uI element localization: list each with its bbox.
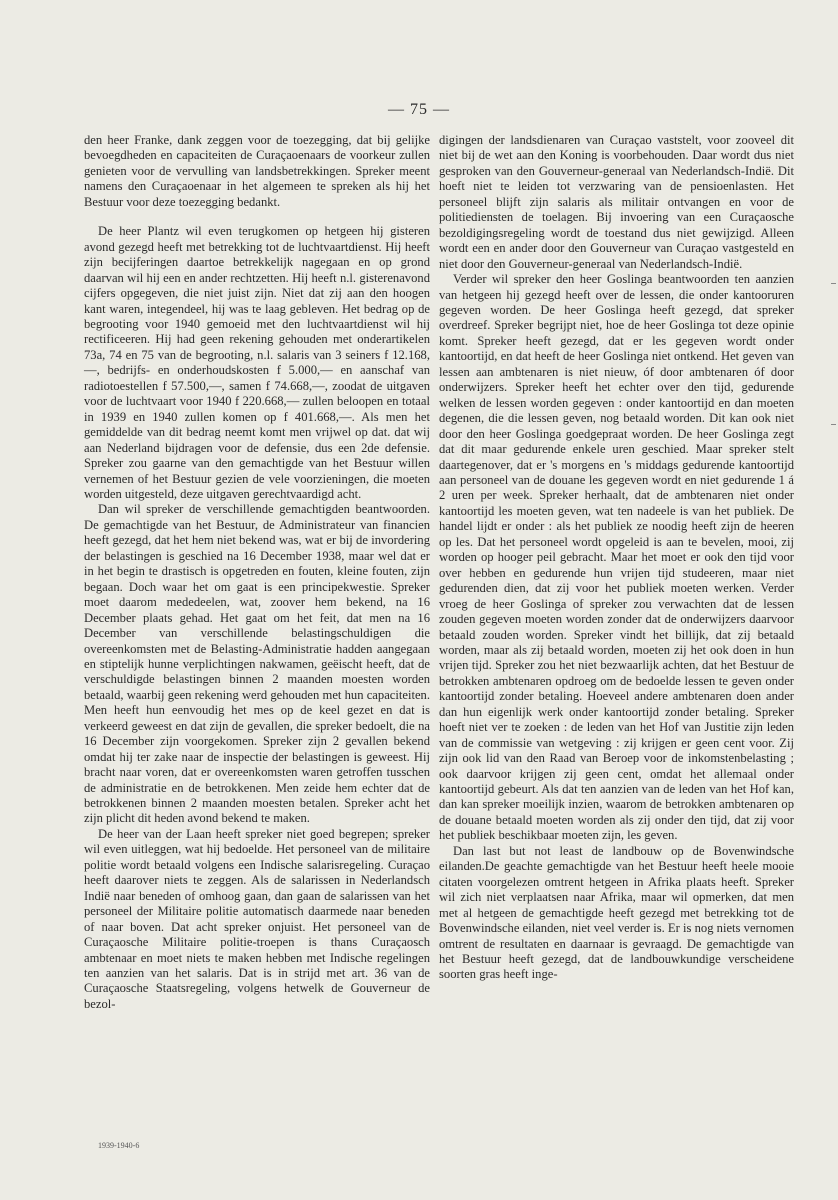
paragraph: De heer van der Laan heeft spreker niet goed begrepen; spreker wil even uitleggen, wat hij bedoelde. Het personeel van de militaire politie wordt betaald volgens een Indische salarisregeling. Curaçao heeft daarover niets te zeggen. Als de salarissen in Nederlandsch Indië naar beneden of omhoog gaan, dan gaan de salarissen van het personeel der Militaire politie automatisch daarmede naar beneden of naar boven. Dat acht spreker onjuist. Het personeel van de Curaçaosche Militaire politie-troepen is thans Curaçaosch ambtenaar en moet niets te maken hebben met Indische regelingen ten aanzien van het salaris. Dat is in strijd met art. 36 van de Curaçaosche Staatsregeling, volgens hetwelk de Gouverneur de bezol- <box>84 826 430 1011</box>
paragraph: Verder wil spreker den heer Goslinga beantwoorden ten aanzien van hetgeen hij gezegd heeft over de lessen, die onder kantooruren gegeven worden. De heer Goslinga heeft gezegd, dat spreker overdreef. Spreker begrijpt niet, hoe de heer Goslinga tot deze opinie komt. Spreker heeft gezegd, dat er les gegeven wordt onder kantoortijd, en dat heeft de heer Goslinga niet ontkend. Het geven van lessen aan ambtenaren is niet nieuw, óf door ambtenaren óf door onderwijzers. Spreker heeft het echter over den tijd, gedurende welken de lessen worden gegeven : onder kantoortijd en dan moeten degenen, die die lessen geven, nog betaald worden. Dit kan ook niet door den heer Goslinga goedgepraat worden. De heer Goslinga zegt dat dit maar gedurende enkele uren geschied. Maar spreker stelt daartegenover, dat er 's morgens en 's middags gedurende kantoortijd aan personeel van de douane les gegeven wordt en niet gedurende 1 á 2 uren per week. Spreker herhaalt, dat de ambtenaren niet onder kantoortijd les moeten geven, wat ten nadeele is van het publiek. De handel lijdt er onder : als het publiek ze noodig heeft zijn de heeren op les. Dat het personeel wordt opgeleid is aan te bevelen, mooi, zij worden op hooger peil gebracht. Maar het moet er ook den tijd voor over hebben en gedurende hun vrijen tijd studeeren, maar niet gedurenden dien, dat zij voor het publiek moeten werken. Verder vroeg de heer Goslinga of spreker zou verwachten dat de lessen zouden gegeven moeten worden zonder dat de onderwijzers daarvoor betaald zouden worden. Spreker vindt het billijk, dat zij betaald worden, maar als zij betaald worden, moeten zij het ook doen in hun vrijen tijd. Spreker zou het niet bezwaarlijk achten, dat het Bestuur de betrokken ambtenaren opdroeg om de bedoelde lessen te geven onder kantoortijd zonder betaling. Hoeveel andere ambtenaren doen ander dan hun eigenlijk werk onder kantoortijd zonder betaling. Spreker hoeft niet ver te zoeken : de leden van het Hof van Justitie zijn leden van de commissie van wetgeving : zij krijgen er geen cent voor. Zij zijn ook lid van den Raad van Beroep voor de inkomstenbelasting ; ook daarvoor krijgen zij geen cent, omdat het allemaal onder kantoortijd gebeurt. Als dat ten aanzien van de leden van het Hof kan, dan kan spreker moeilijk inzien, waarom de betrokken ambtenaren op de douane betaald moeten worden als zij onder den tijd, dat zij voor het publiek beschikbaar moeten zijn, les geven. <box>439 272 794 843</box>
left-column <box>84 133 430 1012</box>
paragraph: Dan wil spreker de verschillende gemachtigden beantwoorden. De gemachtigde van het Bestuur, de Administrateur van financien heeft gezegd, dat het hem niet bekend was, wat er bij de invordering der belastingen is geschied na 16 December 1938, maar wel dat er in het begin te drastisch is opgetreden en fouten, kleine fouten, zijn begaan. Doch waar het om gaat is een principekwestie. Spreker moet daarom mededeelen, wat, zoover hem bekend, na 16 December plaats gehad. Het gaat om het feit, dat men na 16 December van verschillende belastingschuldigen die overeenkomsten met de Belasting-Administratie hadden aangegaan en stiptelijk hunne verplichtingen nakwamen, geëischt heeft, dat de verschuldigde belastingen binnen 2 maanden moesten worden betaald, waarbij geen rekening werd gehouden met hun capaciteiten. Men heeft hun eenvoudig het mes op de keel gezet en dat is verkeerd geweest en dat zijn de gevallen, die spreker bedoelt, die na 16 December zijn voorgekomen. Spreker zijn 2 gevallen bekend omdat hij ter zake naar de inspectie der belastingen is geweest. Hij bracht naar voren, dat er overeenkomsten waren getroffen tusschen de administratie en de betrokkenen. Men zeide hem echter dat de betrokkenen binnen 2 maanden moesten betalen. Spreker acht het zijn plicht dit heden avond bekend te maken. <box>84 502 430 826</box>
paragraph: den heer Franke, dank zeggen voor de toezegging, dat bij gelijke bevoegdheden en capaciteiten de Curaçaoenaars de voorkeur zullen genieten voor de vervulling van landsbetrekkingen. Spreker meent namens den Curaçaoenaar in het algemeen te spreken als hij het Bestuur voor deze toezegging bedankt. <box>84 133 430 209</box>
footer-code: 1939-1940-6 <box>98 1141 140 1150</box>
right-column <box>439 133 794 983</box>
edge-mark <box>831 424 836 425</box>
paragraph: Dan last but not least de landbouw op de Bovenwindsche eilanden.De geachte gemachtigde van het Bestuur heeft heele mooie citaten voorgelezen omtrent hetgeen in Afrika plaats heeft. Spreker wil zich niet verplaatsen naar Afrika, maar wil opmerken, dat men met al hetgeen de gemachtigde heeft gezegd met betrekking tot de Bovenwindsche eilanden, niet veel verder is. Er is nog niets vernomen omtrent de resultaten en daarnaar is gevraagd. De gemachtigde van het Bestuur heeft gezegd, dat de landbouwkundige verscheidene soorten gras heeft inge- <box>439 843 794 982</box>
paragraph: De heer Plantz wil even terugkomen op hetgeen hij gisteren avond gezegd heeft met betrekking tot de luchtvaartdienst. Hij heeft zijn becijferingen daartoe betrekkelijk nagegaan en op grond daarvan wil hij een en ander rechtzetten. Hij heeft n.l. gisterenavond cijfers opgegeven, die niet juist zijn. Niet dat zij aan den hoogen kant waren, integendeel, hij was te laag gebleven. Het bedrag op de begrooting voor 1940 gemoeid met den luchtvaartdienst wil hij rectificeeren. Hij had geen rekening gehouden met onderartikelen 73a, 74 en 75 van de begrooting, n.l. salaris van 3 seiners f 12.168,—, bedrijfs- en onderhoudskosten f 5.000,— en aanschaf van radiotoestellen f 57.500,—, samen f 74.668,—, zoodat de uitgaven voor de luchtvaart voor 1940 f 220.668,— zullen beloopen en totaal in 1939 en 1940 zullen komen op f 401.668,—. Als men het gemiddelde van dit bedrag neemt komt men vrijwel op dat. dat wij aan Nederland bijdragen voor de defensie, dus een 2de defensie. Spreker zou gaarne van den gemachtigde van het Bestuur willen vernemen of het Bestuur gezien de vele voorzieningen, die moeten worden uitgesteld, deze uitgaven gerechtvaardigd acht. <box>84 224 430 501</box>
page-number: — 75 — <box>388 101 450 118</box>
edge-mark <box>831 283 836 284</box>
paragraph: digingen der landsdienaren van Curaçao vaststelt, voor zooveel dit niet bij de wet aan den Koning is voorbehouden. Daar wordt dus niet gesproken van den Gouverneur-generaal van Nederlandsch-Indië. Dit hoeft niet te leiden tot verzwaring van de pensioenlasten. Het personeel blijft zijn salaris als militair ontvangen en voor de politiediensten de toelagen. Bij invoering van een Curaçaosche bezoldigingsregeling wordt de toestand dus niet gewijzigd. Alleen wordt een en ander door den Gouverneur van Curaçao vastgesteld en niet door den Gouverneur-generaal van Nederlandsch-Indië. <box>439 133 794 271</box>
